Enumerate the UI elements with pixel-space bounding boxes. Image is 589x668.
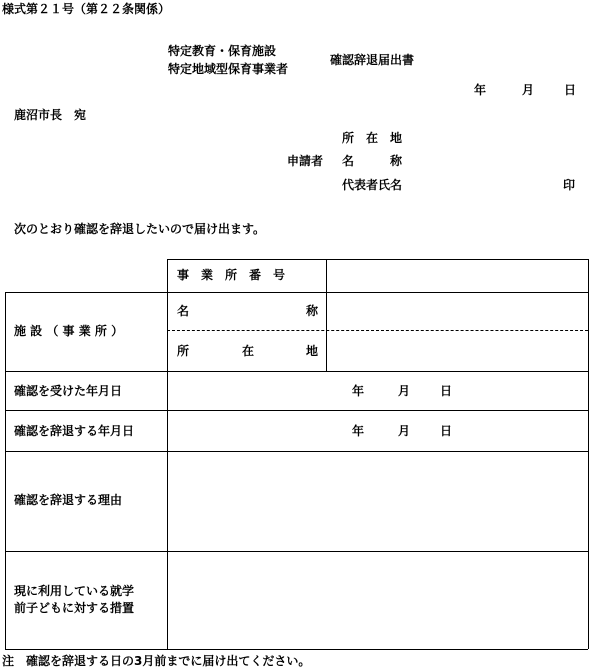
measures-field[interactable] bbox=[168, 552, 587, 648]
date-day: 日 bbox=[564, 83, 577, 97]
name-label-right: 称 bbox=[306, 304, 319, 318]
form-number: 様式第２１号（第２２条関係） bbox=[2, 2, 171, 16]
applicant-label: 申請者 bbox=[287, 154, 324, 168]
address-label-left: 所 bbox=[177, 344, 190, 358]
address-label-right: 地 bbox=[306, 344, 319, 358]
intro-text: 次のとおり確認を辞退したいので届け出ます。 bbox=[14, 222, 266, 236]
withdraw-date-day: 日 bbox=[440, 424, 453, 438]
title-line2: 特定地域型保育事業者 bbox=[168, 62, 289, 76]
business-number-field[interactable] bbox=[327, 260, 587, 292]
table-row-border bbox=[5, 410, 588, 411]
seal-mark: 印 bbox=[563, 178, 576, 192]
confirmed-date-day: 日 bbox=[440, 384, 453, 398]
table-row-border bbox=[5, 371, 588, 372]
reason-field[interactable] bbox=[168, 452, 587, 550]
footnote: 注 確認を辞退する日の3月前までに届け出てください。 bbox=[2, 654, 311, 668]
facility-label: 施 設 （ 事 業 所 ） bbox=[14, 324, 124, 338]
date-year: 年 bbox=[474, 83, 487, 97]
name-label-left: 名 bbox=[177, 304, 190, 318]
applicant-rep-label: 代表者氏名 bbox=[342, 178, 403, 192]
measures-label-line1: 現に利用している就学 bbox=[14, 584, 135, 598]
reason-label: 確認を辞退する理由 bbox=[14, 493, 123, 507]
measures-label-line2: 前子どもに対する措置 bbox=[14, 601, 135, 615]
confirmed-date-label: 確認を受けた年月日 bbox=[14, 384, 123, 398]
applicant-address-label: 所 在 地 bbox=[342, 131, 403, 145]
title-line1: 特定教育・保育施設 bbox=[168, 44, 277, 58]
confirmed-date-month: 月 bbox=[398, 384, 411, 398]
facility-name-field[interactable] bbox=[327, 293, 587, 329]
applicant-name-label: 名 称 bbox=[342, 154, 403, 168]
table-bottom-border bbox=[5, 649, 588, 650]
withdraw-date-year: 年 bbox=[352, 424, 365, 438]
date-month: 月 bbox=[522, 83, 535, 97]
withdraw-date-month: 月 bbox=[398, 424, 411, 438]
business-number-label: 事 業 所 番 号 bbox=[177, 268, 286, 282]
addressee: 鹿沼市長 宛 bbox=[14, 108, 87, 122]
table-left-border bbox=[5, 292, 6, 649]
confirmed-date-year: 年 bbox=[352, 384, 365, 398]
facility-address-field[interactable] bbox=[327, 331, 587, 370]
withdraw-date-label: 確認を辞退する年月日 bbox=[14, 424, 135, 438]
title-suffix: 確認辞退届出書 bbox=[330, 53, 415, 67]
address-label-mid: 在 bbox=[242, 344, 255, 358]
